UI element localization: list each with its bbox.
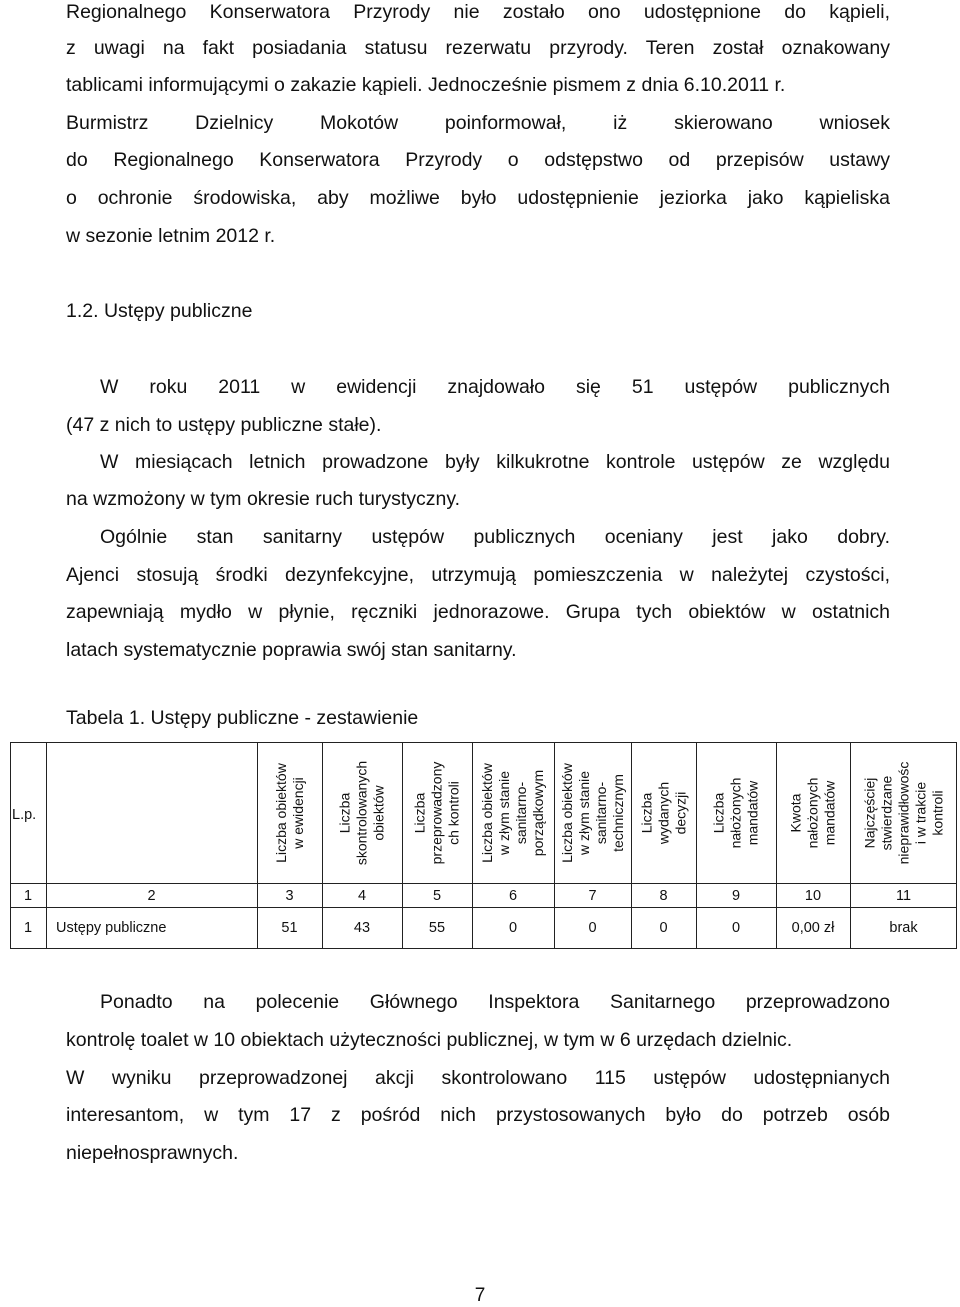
text-line: na wzmożony w tym okresie ruch turystyczny. bbox=[66, 488, 461, 510]
row-value: 0,00 zł bbox=[791, 920, 835, 936]
text-line: (47 z nich to ustępy publiczne stałe). bbox=[66, 414, 382, 436]
header-col-3: Liczba obiektów w ewidencji bbox=[272, 762, 306, 863]
table-grid-line bbox=[46, 742, 47, 949]
text-line: o ochronie środowiska, aby możliwe było udostępnienie jeziorka jako kąpieliska bbox=[66, 187, 890, 209]
table-grid-line bbox=[10, 907, 957, 908]
row-value: 0 bbox=[731, 920, 741, 936]
row-value: 0 bbox=[588, 920, 597, 936]
text-line: Ponadto na polecenie Głównego Inspektora Sanitarnego przeprowadzono bbox=[100, 991, 890, 1013]
col-number: 2 bbox=[147, 888, 156, 904]
text-line: w sezonie letnim 2012 r. bbox=[66, 225, 276, 247]
col-number: 11 bbox=[895, 888, 912, 904]
text-line: kontrolę toalet w 10 obiektach użyteczności publicznej, w tym w 6 urzędach dzielnic. bbox=[66, 1029, 793, 1051]
page-number: 7 bbox=[474, 1285, 486, 1306]
col-number: 6 bbox=[508, 888, 518, 904]
col-number: 8 bbox=[659, 888, 668, 904]
row-value: brak bbox=[889, 920, 918, 936]
header-col-6: Liczba obiektów w złym stanie sanitarno- porządkowym bbox=[479, 762, 546, 863]
text-line: do Regionalnego Konserwatora Przyrody o odstępstwo od przepisów ustawy bbox=[66, 149, 890, 171]
summary-table bbox=[10, 742, 957, 949]
row-value: 0 bbox=[659, 920, 668, 936]
col-number: 9 bbox=[731, 888, 741, 904]
header-col-8: Liczba wydanych decyzji bbox=[638, 781, 688, 844]
header-col-9: Liczba nałożonych mandatów bbox=[710, 777, 761, 848]
text-line: zapewniają mydło w płynie, ręczniki jednorazowe. Grupa tych obiektów w ostatnich bbox=[66, 601, 890, 623]
table-grid-line bbox=[10, 883, 957, 884]
row-value: 43 bbox=[353, 920, 371, 936]
text-line: W roku 2011 w ewidencji znajdowało się 51 ustępów publicznych bbox=[100, 376, 890, 398]
row-value: 0 bbox=[508, 920, 518, 936]
col-number: 7 bbox=[588, 888, 597, 904]
header-col-4: Liczba skontrolowanych obiektów bbox=[336, 760, 387, 865]
row-value: 55 bbox=[428, 920, 446, 936]
col-number: 1 bbox=[23, 888, 33, 904]
header-col-7: Liczba obiektów w złym stanie sanitarno- technicznym bbox=[558, 762, 626, 863]
header-col-10: Kwota nałożonych mandatów bbox=[787, 777, 838, 848]
text-line: Regionalnego Konserwatora Przyrody nie zostało ono udostępnione do kąpieli, bbox=[66, 1, 890, 23]
row-value: 51 bbox=[281, 920, 298, 936]
header-col-11: Najczęściej stwierdzane nieprawidłowośc i w trakcie kontroli bbox=[861, 761, 945, 864]
header-col-5: Liczba przeprowadzony ch kontroli bbox=[411, 761, 462, 864]
text-line: tablicami informującymi o zakazie kąpieli. Jednocześnie pismem z dnia 6.10.2011 r. bbox=[66, 74, 786, 96]
text-line: interesantom, w tym 17 z pośród nich przystosowanych było do potrzeb osób bbox=[66, 1104, 890, 1126]
text-line: niepełnosprawnych. bbox=[66, 1142, 239, 1164]
header-lp: L.p. bbox=[12, 807, 37, 823]
row-name: Ustępy publiczne bbox=[56, 920, 167, 936]
row-lp: 1 bbox=[23, 920, 33, 936]
col-number: 10 bbox=[804, 888, 822, 904]
text-line: W wyniku przeprowadzonej akcji skontrolowano 115 ustępów udostępnianych bbox=[66, 1067, 890, 1089]
text-line: Burmistrz Dzielnicy Mokotów poinformował, iż skierowano wniosek bbox=[66, 112, 890, 134]
text-line: W miesiącach letnich prowadzone były kilkukrotne kontrole ustępów ze względu bbox=[100, 451, 890, 473]
col-number: 4 bbox=[357, 888, 367, 904]
col-number: 3 bbox=[285, 888, 294, 904]
text-line: latach systematycznie poprawia swój stan sanitarny. bbox=[66, 639, 517, 661]
text-line: z uwagi na fakt posiadania statusu rezerwatu przyrody. Teren został oznakowany bbox=[66, 37, 890, 59]
col-number: 5 bbox=[432, 888, 442, 904]
table-caption: Tabela 1. Ustępy publiczne - zestawienie bbox=[66, 707, 419, 729]
section-heading: 1.2. Ustępy publiczne bbox=[66, 300, 253, 322]
text-line: Ogólnie stan sanitarny ustępów publicznych oceniany jest jako dobry. bbox=[100, 526, 890, 548]
text-line: Ajenci stosują środki dezynfekcyjne, utrzymują pomieszczenia w należytej czystości, bbox=[66, 564, 890, 586]
